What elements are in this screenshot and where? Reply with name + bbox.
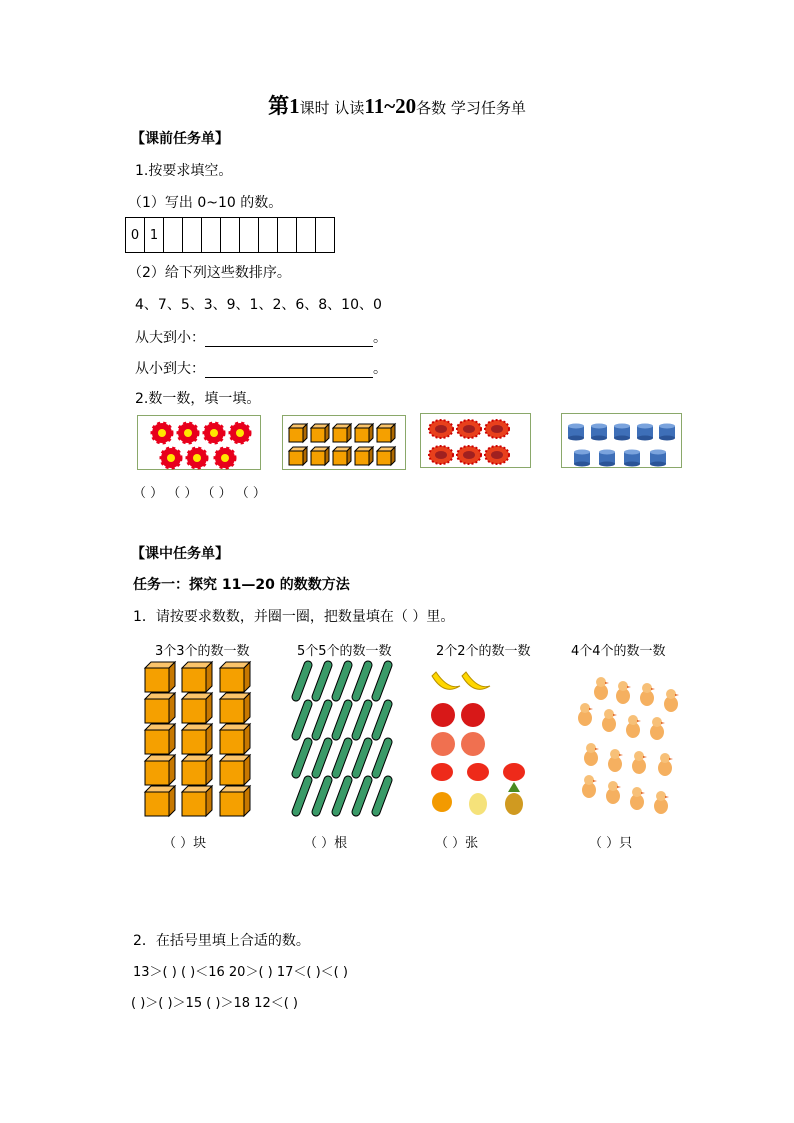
- grid-cell[interactable]: 1: [145, 218, 164, 253]
- cylinder-icon: [562, 414, 681, 467]
- picture-answer-row[interactable]: （ ） （ ） （ ） （ ）: [133, 486, 266, 501]
- answer-sticks[interactable]: （ ）根: [304, 836, 348, 851]
- task-1-title: 任务一：探究 11—20 的数数方法: [133, 577, 350, 593]
- cube-box: [282, 415, 406, 470]
- title-number-1: 1: [289, 94, 300, 118]
- descending-row: [135, 327, 387, 347]
- inequality-line-1[interactable]: 13＞( ) ( )＜16 20＞( ) 17＜( )＜( ): [133, 965, 348, 980]
- task-1-question: 1．请按要求数数，并圈一圈，把数量填在（ ）里。: [133, 609, 455, 625]
- question-1-1: （1）写出 0~10 的数。: [128, 195, 283, 211]
- question-1: 1.按要求填空。: [135, 163, 233, 179]
- title-part-1: 第: [268, 94, 290, 118]
- answer-cubes[interactable]: （ ）块: [163, 836, 207, 851]
- title-part-2: 课时 认读: [299, 99, 365, 117]
- answer-fruits[interactable]: （ ）张: [435, 836, 479, 851]
- answer-chicks[interactable]: （ ）只: [589, 836, 633, 851]
- descending-label: 从大到小：: [135, 330, 205, 346]
- title-number-range: 11~20: [364, 94, 417, 118]
- group-label-cubes: 3个3个的数一数: [155, 644, 250, 659]
- page-title: [0, 90, 794, 120]
- ascending-answer-line[interactable]: [205, 363, 373, 378]
- grid-cell[interactable]: [183, 218, 202, 253]
- banana-icon: [432, 672, 490, 689]
- grid-cell[interactable]: [221, 218, 240, 253]
- peach-icon: [431, 732, 485, 756]
- number-sequence: 4、7、5、3、9、1、2、6、8、10、0: [135, 297, 382, 313]
- grid-cell[interactable]: 0: [126, 218, 145, 253]
- small-cube-icon: [283, 416, 405, 469]
- orange-cube-icon: [143, 660, 255, 820]
- grid-cell[interactable]: [240, 218, 259, 253]
- tomato-icon: [431, 763, 525, 781]
- grid-cell[interactable]: [202, 218, 221, 253]
- ascending-label: 从小到大：: [135, 361, 205, 377]
- grid-cell[interactable]: [297, 218, 316, 253]
- grid-cell[interactable]: [164, 218, 183, 253]
- descending-answer-line[interactable]: [205, 332, 373, 347]
- sunflower-box: [420, 413, 531, 468]
- inequality-line-2[interactable]: ( )＞( )＞15 ( )＞18 12＜( ): [131, 996, 298, 1011]
- grid-cell[interactable]: [316, 218, 335, 253]
- period: 。: [373, 330, 387, 346]
- pre-class-header: 【课前任务单】: [131, 131, 229, 147]
- fill-question: 2．在括号里填上合适的数。: [133, 933, 310, 949]
- green-stick-icon: [288, 662, 396, 820]
- title-part-3: 各数 学习任务单: [416, 99, 526, 117]
- cylinder-box: [561, 413, 682, 468]
- group-label-sticks: 5个5个的数一数: [297, 644, 392, 659]
- grid-cell[interactable]: [278, 218, 297, 253]
- question-2: 2.数一数，填一填。: [135, 391, 261, 407]
- period: 。: [373, 361, 387, 377]
- flower-box: [137, 415, 261, 470]
- number-grid: [125, 217, 335, 253]
- apple-icon: [431, 703, 485, 727]
- chick-icon: [575, 672, 675, 812]
- grid-cell[interactable]: [259, 218, 278, 253]
- orange-pear-pineapple-icon: [432, 782, 523, 815]
- in-class-header: 【课中任务单】: [131, 546, 229, 562]
- ascending-row: [135, 358, 387, 378]
- group-label-chicks: 4个4个的数一数: [571, 644, 666, 659]
- fruit-icon: [428, 668, 528, 818]
- question-1-2: （2）给下列这些数排序。: [128, 265, 291, 281]
- red-flower-icon: [421, 414, 530, 467]
- group-label-fruits: 2个2个的数一数: [436, 644, 531, 659]
- flower-icon: [138, 416, 260, 469]
